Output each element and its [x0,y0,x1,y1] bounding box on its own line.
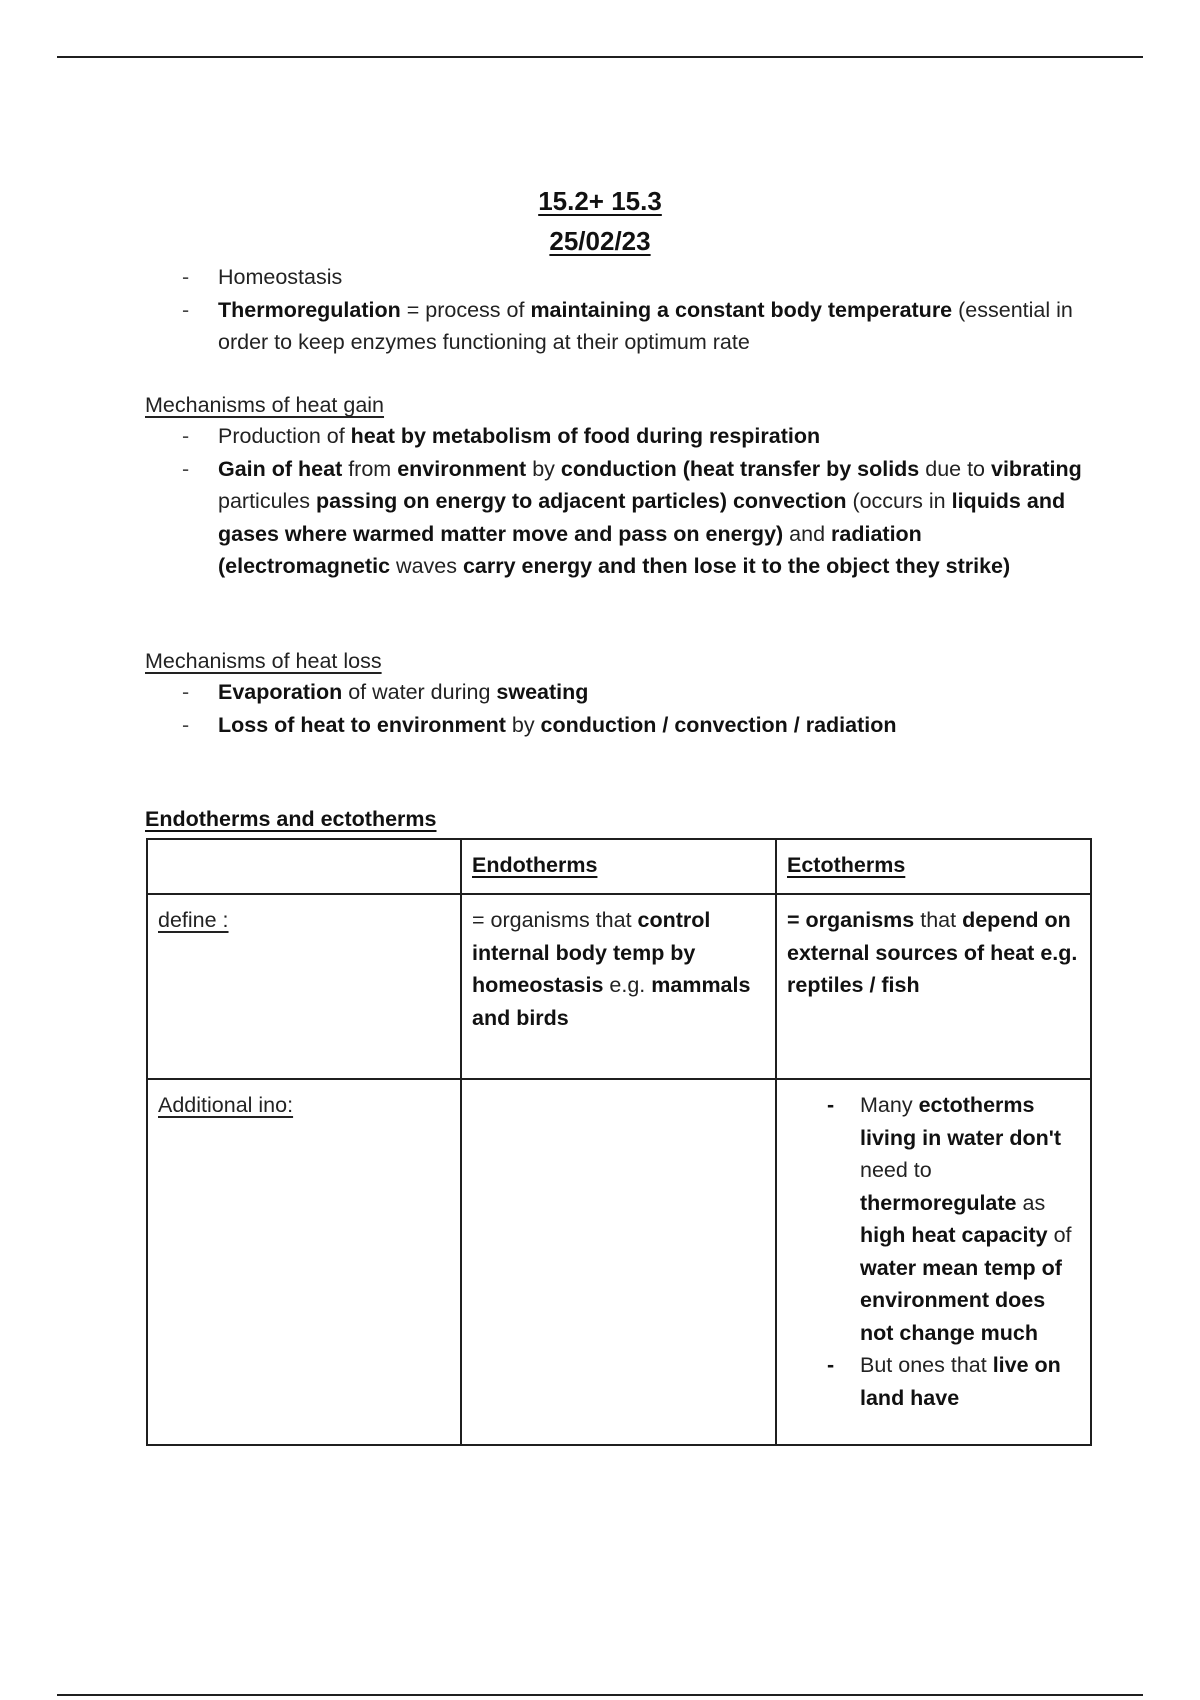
table-row-label-cell [147,894,461,1079]
intro-list [145,261,1085,359]
comparison-heading: Endotherms and ectotherms [145,807,437,831]
inline-bold: conduction / convection / radiation [540,712,897,737]
inline-text: due to [919,456,991,481]
inline-bold: passing on energy to adjacent particles) convection [316,489,847,513]
inline-bold: radiation (electromagnetic [218,521,922,578]
inline-text: = organisms that [472,908,638,932]
inline-text: = process of [400,297,531,322]
inline-text: e.g. [603,973,652,997]
inline-text: from [342,456,398,481]
inline-text: that [914,908,963,932]
inline-bold: maintaining a constant body temperature [530,297,953,322]
list-item [145,709,1085,742]
list-item [787,1089,1080,1349]
ectotherms-additional-list [787,1089,1080,1414]
inline-bold: thermoregulate [860,1190,1017,1215]
inline-bold: control internal body temp by homeostasis [472,908,711,997]
inline-bold: depend on external sources of heat e.g. reptiles / fish [787,908,1078,997]
homeostasis-text: Homeostasis [218,265,343,289]
list-item [145,676,1085,709]
endotherms-header: Endotherms [472,853,598,877]
inline-bold: water mean temp of environment does not change much [860,1255,1062,1345]
endotherms-additional-cell [461,1079,776,1445]
inline-bold: = organisms [787,908,915,932]
inline-text: by [526,456,561,481]
inline-bold: live on land have [860,1353,1061,1410]
table-header-row [147,839,1091,894]
list-item [145,261,1085,294]
inline-text: (occurs in [846,489,952,513]
table-row [147,894,1091,1079]
table-corner-cell [147,839,461,894]
inline-text: (essential in order to keep enzymes functioning at their optimum rate [218,297,1073,354]
heat-loss-heading: Mechanisms of heat loss [145,649,382,673]
inline-bold: ectotherms living in water don't [860,1093,1062,1150]
bottom-rule [57,1694,1143,1696]
inline-text: of water during [342,680,497,704]
top-rule [57,56,1143,58]
inline-bold: heat by metabolism of food during respiration [350,424,821,448]
inline-text: of [1047,1223,1072,1247]
endotherms-ectotherms-table [146,838,1092,1446]
list-item [145,294,1085,359]
table-header-cell [461,839,776,894]
table-row [147,1079,1091,1445]
inline-text: by [505,712,541,737]
inline-text: Many [860,1093,919,1117]
list-item [787,1349,1080,1414]
list-item [145,453,1085,583]
inline-text: Production of [218,424,351,448]
inline-bold: Loss of heat to environment [218,712,506,737]
page-date: 25/02/23 [549,226,651,256]
ectotherms-definition-cell [776,894,1091,1079]
endotherms-definition-cell [461,894,776,1079]
inline-text: waves [390,554,463,578]
inline-bold: liquids and gases where warmed matter move and pass on energy) [218,489,1066,546]
define-label: define : [158,908,229,932]
inline-text: need to [860,1158,932,1182]
ectotherms-header: Ectotherms [787,853,906,877]
inline-bold: environment [397,456,527,481]
thermoregulation-term: Thermoregulation [218,297,401,322]
inline-text: But ones that [860,1353,993,1377]
inline-bold: vibrating [991,456,1082,481]
inline-text: and [783,521,832,546]
table-header-cell [776,839,1091,894]
inline-text: particules [218,489,316,513]
table-row-label-cell [147,1079,461,1445]
heat-loss-list [145,676,1085,741]
inline-bold: Evaporation [218,680,343,704]
inline-bold: sweating [496,680,589,704]
ectotherms-additional-cell [776,1079,1091,1445]
additional-info-label: Additional ino: [158,1093,294,1117]
inline-bold: carry energy and then lose it to the object they strike) [462,554,1011,578]
list-item [145,420,1085,453]
inline-bold: high heat capacity [860,1223,1048,1247]
inline-text: as [1016,1190,1046,1215]
inline-bold: conduction (heat transfer by solids [560,456,920,481]
heat-gain-list [145,420,1085,583]
inline-bold: mammals and birds [472,973,751,1030]
inline-bold: Gain of heat [218,456,343,481]
page-title: 15.2+ 15.3 [538,186,662,216]
heat-gain-heading: Mechanisms of heat gain [145,393,385,417]
